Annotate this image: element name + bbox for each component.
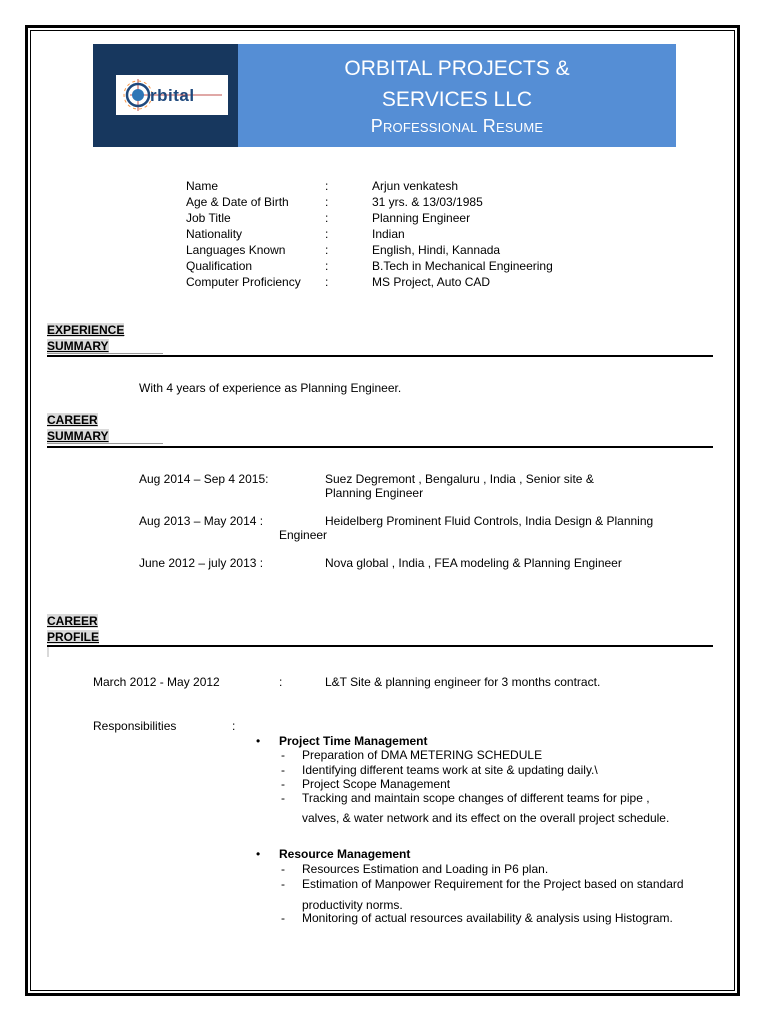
profile-description: L&T Site & planning engineer for 3 months contract. [325, 675, 601, 689]
orbital-logo [116, 75, 228, 115]
career-profile-heading [47, 613, 99, 645]
detail-colon: : [325, 259, 329, 273]
responsibilities-colon: : [232, 719, 236, 733]
logo-panel [93, 44, 238, 147]
responsibility-group-title: Resource Management [279, 847, 411, 861]
section-divider [47, 355, 713, 357]
responsibility-item-cont: productivity norms. [302, 898, 403, 912]
dash-icon: - [281, 791, 285, 805]
responsibility-group-title: Project Time Management [279, 734, 428, 748]
bullet-icon: • [256, 847, 261, 861]
responsibility-item: Preparation of DMA METERING SCHEDULE [302, 748, 543, 762]
detail-label: Job Title [186, 211, 231, 225]
detail-value: Planning Engineer [372, 211, 471, 225]
career-role-cont: Planning Engineer [325, 486, 424, 500]
heading-line: EXPERIENCE [47, 323, 125, 337]
detail-colon: : [325, 227, 329, 241]
dash-icon: - [281, 911, 285, 925]
responsibility-item: Tracking and maintain scope changes of different teams for pipe , [302, 791, 650, 805]
logo-text: rbital [150, 86, 195, 105]
dash-icon: - [281, 862, 285, 876]
detail-colon: : [325, 211, 329, 225]
heading-underline [47, 443, 163, 444]
responsibility-item: Monitoring of actual resources availability & analysis using Histogram. [302, 911, 673, 925]
company-name [238, 53, 676, 115]
career-period: Aug 2014 – Sep 4 2015: [139, 472, 269, 486]
detail-value: English, Hindi, Kannada [372, 243, 501, 257]
detail-colon: : [325, 179, 329, 193]
profile-period: March 2012 - May 2012 [93, 675, 220, 689]
detail-value: B.Tech in Mechanical Engineering [372, 259, 553, 273]
responsibility-item-cont: valves, & water network and its effect on the overall project schedule. [302, 811, 670, 825]
experience-summary-text: With 4 years of experience as Planning Engineer. [139, 381, 402, 395]
dash-icon: - [281, 748, 285, 762]
detail-value: Indian [372, 227, 405, 241]
career-period: Aug 2013 – May 2014 : [139, 514, 264, 528]
title-panel [238, 44, 676, 147]
career-period: June 2012 – july 2013 : [139, 556, 264, 570]
detail-label: Nationality [186, 227, 243, 241]
heading-line: PROFILE [47, 630, 100, 644]
detail-label: Name [186, 179, 219, 193]
company-name-line-1: ORBITAL PROJECTS & [344, 57, 570, 80]
heading-marker [47, 646, 49, 657]
detail-label: Languages Known [186, 243, 286, 257]
heading-line: CAREER [47, 614, 98, 628]
career-role-cont: Engineer [279, 528, 328, 542]
bullet-icon: • [256, 734, 261, 748]
section-divider [47, 446, 713, 448]
detail-value: Arjun venkatesh [372, 179, 459, 193]
detail-label: Computer Proficiency [186, 275, 301, 289]
section-divider [47, 645, 713, 647]
detail-label: Qualification [186, 259, 253, 273]
heading-line: CAREER [47, 413, 98, 427]
company-name-line-2: SERVICES LLC [381, 88, 533, 111]
dash-icon: - [281, 763, 285, 777]
experience-summary-heading [47, 322, 124, 354]
header-banner [93, 44, 676, 147]
responsibilities-label: Responsibilities [93, 719, 177, 733]
career-role: Heidelberg Prominent Fluid Controls, India Design & Planning [325, 514, 654, 528]
heading-underline [47, 353, 163, 354]
dash-icon: - [281, 777, 285, 791]
career-role: Suez Degremont , Bengaluru , India , Senior site & [325, 472, 594, 486]
career-summary-heading [47, 412, 109, 444]
responsibility-item: Estimation of Manpower Requirement for the Project based on standard [302, 877, 684, 891]
detail-colon: : [325, 195, 329, 209]
document-subtitle: Professional Resume [370, 116, 544, 136]
detail-label: Age & Date of Birth [186, 195, 289, 209]
career-role: Nova global , India , FEA modeling & Planning Engineer [325, 556, 622, 570]
detail-colon: : [325, 243, 329, 257]
detail-value: MS Project, Auto CAD [372, 275, 491, 289]
profile-colon: : [279, 675, 283, 689]
heading-line: SUMMARY [47, 429, 109, 443]
responsibility-item: Identifying different teams work at site & updating daily.\ [302, 763, 598, 777]
dash-icon: - [281, 877, 285, 891]
responsibility-item: Project Scope Management [302, 777, 451, 791]
heading-line: SUMMARY [47, 339, 109, 353]
responsibility-item: Resources Estimation and Loading in P6 plan. [302, 862, 549, 876]
detail-colon: : [325, 275, 329, 289]
detail-value: 31 yrs. & 13/03/1985 [372, 195, 483, 209]
